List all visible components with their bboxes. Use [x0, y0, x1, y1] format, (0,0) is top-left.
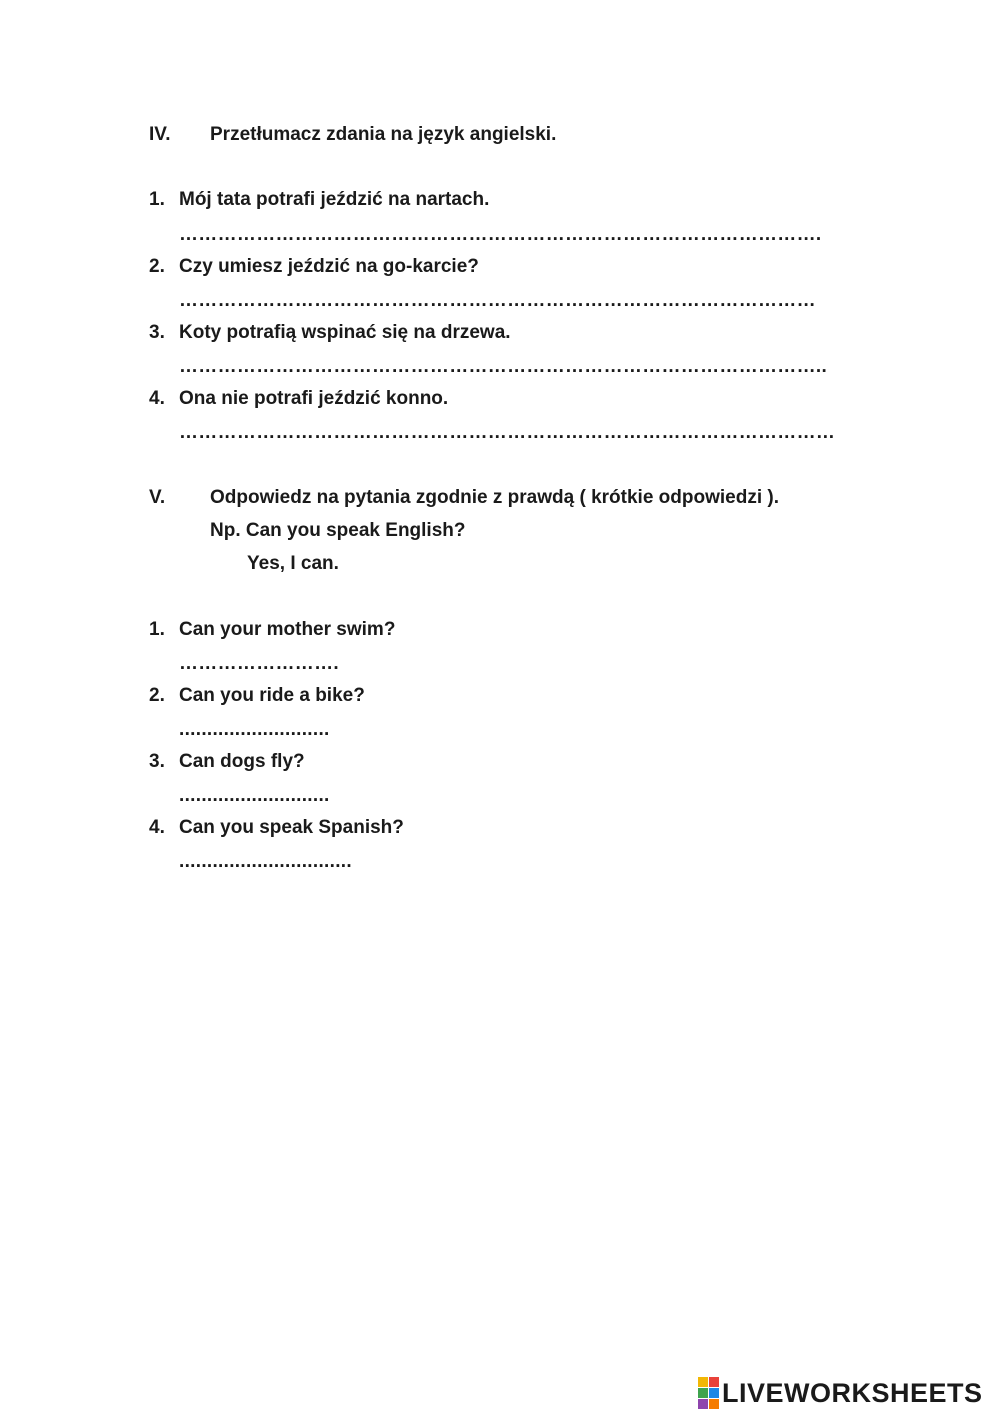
- s4-item-2-text: Czy umiesz jeździć na go-karcie?: [179, 256, 479, 277]
- section-iv-numeral: IV.: [149, 124, 171, 145]
- s4-item-1-answer-input[interactable]: [179, 216, 699, 240]
- s5-item-1-text: Can your mother swim?: [179, 619, 396, 640]
- s5-item-4-text: Can you speak Spanish?: [179, 817, 404, 838]
- s5-item-2-answer-input[interactable]: [179, 711, 349, 735]
- s4-item-2-answer-line: ………………………………………………………………………………………: [179, 290, 816, 311]
- logo-square: [709, 1388, 719, 1398]
- s4-item-4-text: Ona nie potrafi jeździć konno.: [179, 388, 449, 409]
- s4-item-1-answer-line: ……………………………………………………………………………………….: [179, 224, 822, 245]
- s5-item-3-number: 3.: [149, 751, 165, 772]
- s5-item-3-answer-line: ...........................: [179, 785, 330, 806]
- logo-square: [709, 1399, 719, 1409]
- s4-item-2-answer-input[interactable]: [179, 282, 699, 306]
- s4-item-4-answer-line: …………………………………………………………………………………………: [179, 422, 836, 443]
- s4-item-1-number: 1.: [149, 189, 165, 210]
- s4-item-4-number: 4.: [149, 388, 165, 409]
- example-answer: Yes, I can.: [247, 553, 339, 574]
- example-question: Np. Can you speak English?: [210, 520, 466, 541]
- section-v-heading: Odpowiedz na pytania zgodnie z prawdą ( krótkie odpowiedzi ).: [210, 487, 779, 508]
- s4-item-3-text: Koty potrafią wspinać się na drzewa.: [179, 322, 511, 343]
- liveworksheets-logo-mark-icon: [698, 1377, 719, 1409]
- logo-text: LIVEWORKSHEETS: [722, 1377, 983, 1408]
- s5-item-4-answer-line: ...............................: [179, 851, 352, 872]
- s4-item-3-answer-line: ………………………………………………………………………………………..: [179, 356, 828, 377]
- s5-item-3-text: Can dogs fly?: [179, 751, 305, 772]
- s5-item-1-number: 1.: [149, 619, 165, 640]
- s5-item-4-number: 4.: [149, 817, 165, 838]
- s5-item-2-text: Can you ride a bike?: [179, 685, 365, 706]
- liveworksheets-logo: [698, 1377, 983, 1409]
- logo-square: [698, 1377, 708, 1387]
- s5-item-2-number: 2.: [149, 685, 165, 706]
- section-v-numeral: V.: [149, 487, 166, 508]
- s5-item-4-answer-input[interactable]: [179, 843, 369, 867]
- s4-item-2-number: 2.: [149, 256, 165, 277]
- s4-item-1-text: Mój tata potrafi jeździć na nartach.: [179, 189, 490, 210]
- s4-item-3-number: 3.: [149, 322, 165, 343]
- s4-item-4-answer-input[interactable]: [179, 414, 714, 438]
- s5-item-2-answer-line: ...........................: [179, 719, 330, 740]
- s5-item-1-answer-input[interactable]: [179, 645, 329, 669]
- s5-item-3-answer-input[interactable]: [179, 777, 349, 801]
- s4-item-3-answer-input[interactable]: [179, 348, 704, 372]
- logo-square: [709, 1377, 719, 1387]
- logo-square: [698, 1388, 708, 1398]
- s5-item-1-answer-line: …………………….: [179, 653, 339, 674]
- section-iv-heading: Przetłumacz zdania na język angielski.: [210, 124, 557, 145]
- logo-square: [698, 1399, 708, 1409]
